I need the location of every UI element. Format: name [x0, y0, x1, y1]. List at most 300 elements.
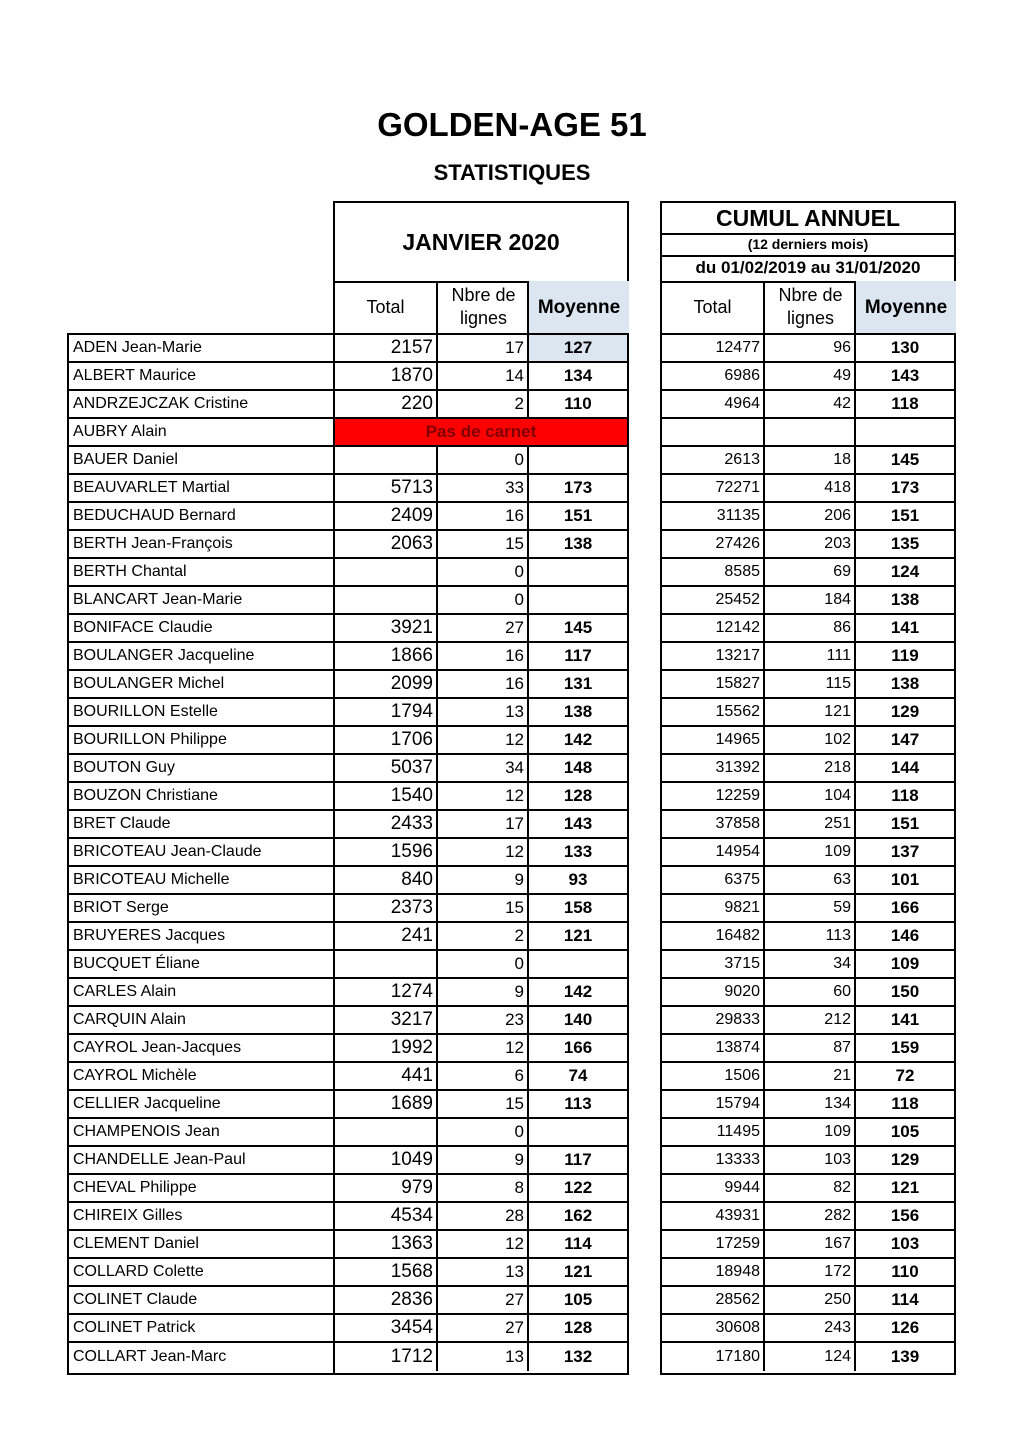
month-total-cell: 1596 [390, 841, 433, 862]
month-lines-cell: 33 [436, 475, 527, 501]
annual-lines-cell: 18 [763, 447, 854, 473]
month-total-cell: 2433 [390, 813, 433, 834]
month-average-cell: 113 [527, 1091, 627, 1117]
month-row [335, 559, 627, 587]
month-average-cell: 128 [527, 783, 627, 809]
month-average-cell [527, 587, 627, 613]
annual-total-cell: 2613 [724, 451, 760, 468]
annual-row [662, 1343, 954, 1371]
month-average-cell: 145 [527, 615, 627, 641]
annual-row [662, 1063, 954, 1091]
name-row [69, 979, 333, 1007]
annual-lines-cell: 109 [763, 1119, 854, 1145]
name-row [69, 1119, 333, 1147]
month-total-cell: 1363 [390, 1233, 433, 1254]
name-row [69, 391, 333, 419]
annual-period: du 01/02/2019 au 31/01/2020 [662, 255, 954, 283]
month-lines-cell: 34 [436, 755, 527, 781]
annual-average-cell: 146 [854, 923, 954, 949]
player-name: BERTH Chantal [73, 563, 187, 580]
annual-average-cell: 72 [854, 1063, 954, 1089]
annual-total-cell: 37858 [715, 815, 760, 832]
player-name: BLANCART Jean-Marie [73, 591, 243, 608]
annual-lines-cell: 115 [763, 671, 854, 697]
month-average-cell: 142 [527, 727, 627, 753]
annual-average-cell: 156 [854, 1203, 954, 1229]
annual-total-cell: 28562 [715, 1291, 760, 1308]
player-name: CAYROL Michèle [73, 1067, 197, 1084]
player-name: BRET Claude [73, 815, 171, 832]
annual-average-cell: 138 [854, 587, 954, 613]
player-name: CHEVAL Philippe [73, 1179, 197, 1196]
annual-average-cell: 130 [854, 335, 954, 361]
name-row [69, 1231, 333, 1259]
name-row [69, 1175, 333, 1203]
month-lines-cell: 13 [436, 1259, 527, 1285]
annual-average-header: Moyenne [854, 281, 956, 333]
month-total-cell: 220 [401, 393, 433, 414]
name-row [69, 559, 333, 587]
annual-average-cell: 105 [854, 1119, 954, 1145]
month-total-header: Total [366, 296, 405, 317]
month-average-cell: 117 [527, 643, 627, 669]
month-lines-cell: 15 [436, 1091, 527, 1117]
month-row [335, 951, 627, 979]
annual-lines-cell: 243 [763, 1315, 854, 1341]
player-name: COLLARD Colette [73, 1263, 204, 1280]
annual-row [662, 1035, 954, 1063]
annual-lines-cell: 167 [763, 1231, 854, 1257]
month-average-cell: 110 [527, 391, 627, 417]
month-total-cell: 1568 [390, 1261, 433, 1282]
annual-row [662, 531, 954, 559]
month-total-cell: 1274 [390, 981, 433, 1002]
annual-average-cell: 110 [854, 1259, 954, 1285]
month-row [335, 419, 627, 447]
annual-lines-cell: 49 [763, 363, 854, 389]
annual-subtitle: (12 derniers mois) [662, 233, 954, 257]
month-row [335, 699, 627, 727]
month-lines-cell: 2 [436, 923, 527, 949]
name-row [69, 1259, 333, 1287]
player-name: CARQUIN Alain [73, 1011, 186, 1028]
annual-row [662, 1231, 954, 1259]
annual-total-cell: 6375 [724, 871, 760, 888]
annual-average-cell: 118 [854, 391, 954, 417]
player-name: CLEMENT Daniel [73, 1235, 199, 1252]
annual-total-cell: 30608 [715, 1319, 760, 1336]
annual-lines-cell: 218 [763, 755, 854, 781]
annual-lines-cell: 282 [763, 1203, 854, 1229]
player-name: BRIOT Serge [73, 899, 169, 916]
month-row [335, 1175, 627, 1203]
month-average-header: Moyenne [527, 281, 629, 333]
month-lines-cell: 13 [436, 699, 527, 725]
month-header [333, 201, 629, 335]
annual-average-cell: 129 [854, 699, 954, 725]
annual-average-cell: 119 [854, 643, 954, 669]
month-average-cell: 173 [527, 475, 627, 501]
month-lines-cell: 0 [436, 951, 527, 977]
annual-title: CUMUL ANNUEL [662, 203, 954, 235]
annual-lines-cell: 96 [763, 335, 854, 361]
month-average-cell: 158 [527, 895, 627, 921]
month-row [335, 811, 627, 839]
month-lines-cell: 12 [436, 1231, 527, 1257]
name-row [69, 839, 333, 867]
month-lines-cell: 2 [436, 391, 527, 417]
name-row [69, 755, 333, 783]
player-name: BUCQUET Éliane [73, 955, 200, 972]
annual-lines-cell: 251 [763, 811, 854, 837]
player-name: CARLES Alain [73, 983, 177, 1000]
month-row [335, 1091, 627, 1119]
month-row [335, 867, 627, 895]
annual-row [662, 1091, 954, 1119]
month-row [335, 895, 627, 923]
month-total-cell [335, 1119, 436, 1145]
player-name: COLLART Jean-Marc [73, 1348, 227, 1365]
annual-row [662, 1259, 954, 1287]
annual-lines-cell: 59 [763, 895, 854, 921]
annual-row [662, 503, 954, 531]
month-row [335, 783, 627, 811]
annual-lines-cell: 134 [763, 1091, 854, 1117]
month-total-cell: 2409 [390, 505, 433, 526]
annual-average-cell: 173 [854, 475, 954, 501]
month-row [335, 671, 627, 699]
annual-row [662, 615, 954, 643]
player-name: BOULANGER Michel [73, 675, 225, 692]
annual-total-header: Total [693, 296, 732, 317]
month-total-cell: 1712 [390, 1346, 433, 1367]
name-row [69, 475, 333, 503]
annual-lines-cell: 102 [763, 727, 854, 753]
month-average-cell: 105 [527, 1287, 627, 1313]
month-row [335, 1231, 627, 1259]
player-name: AUBRY Alain [73, 423, 167, 440]
annual-row [662, 1007, 954, 1035]
names-column [67, 333, 335, 1375]
month-average-cell: 122 [527, 1175, 627, 1201]
annual-average-cell: 144 [854, 755, 954, 781]
name-row [69, 615, 333, 643]
month-row [335, 615, 627, 643]
annual-row [662, 1175, 954, 1203]
month-lines-cell: 0 [436, 559, 527, 585]
month-average-cell [527, 447, 627, 473]
month-average-cell: 114 [527, 1231, 627, 1257]
annual-total-cell: 11495 [716, 1123, 760, 1140]
annual-total-cell: 25452 [715, 591, 760, 608]
month-lines-cell: 27 [436, 1315, 527, 1341]
player-name: BOUZON Christiane [73, 787, 218, 804]
month-row [335, 1343, 627, 1371]
player-name: ANDRZEJCZAK Cristine [73, 395, 249, 412]
annual-row [662, 643, 954, 671]
annual-row [662, 587, 954, 615]
month-lines-cell: 13 [436, 1343, 527, 1371]
month-total-cell: 1870 [390, 365, 433, 386]
month-average-cell: 117 [527, 1147, 627, 1173]
annual-average-cell: 151 [854, 811, 954, 837]
player-name: COLINET Claude [73, 1291, 198, 1308]
month-lines-cell: 12 [436, 839, 527, 865]
player-name: BEAUVARLET Martial [73, 479, 230, 496]
name-row [69, 1007, 333, 1035]
annual-average-cell: 118 [854, 1091, 954, 1117]
month-row [335, 1203, 627, 1231]
month-lines-cell: 27 [436, 1287, 527, 1313]
month-average-cell: 151 [527, 503, 627, 529]
month-lines-cell: 0 [436, 587, 527, 613]
month-row [335, 447, 627, 475]
name-row [69, 783, 333, 811]
annual-lines-cell: 103 [763, 1147, 854, 1173]
month-row [335, 1007, 627, 1035]
annual-average-cell: 143 [854, 363, 954, 389]
month-lines-cell: 16 [436, 643, 527, 669]
month-lines-header-line1: Nbre de [451, 285, 516, 305]
month-total-cell: 441 [401, 1065, 433, 1086]
annual-average-cell: 101 [854, 867, 954, 893]
month-average-cell: 131 [527, 671, 627, 697]
month-total-cell: 979 [401, 1177, 433, 1198]
annual-table [660, 333, 956, 1375]
name-row [69, 1035, 333, 1063]
annual-row [662, 419, 954, 447]
name-row [69, 363, 333, 391]
month-lines-cell: 0 [436, 1119, 527, 1145]
month-total-cell: 1706 [390, 729, 433, 750]
annual-average-cell: 147 [854, 727, 954, 753]
annual-average-cell [854, 419, 954, 445]
annual-row [662, 727, 954, 755]
annual-lines-cell: 69 [763, 559, 854, 585]
annual-lines-header-line1: Nbre de [778, 285, 843, 305]
player-name: BRICOTEAU Jean-Claude [73, 843, 262, 860]
annual-total-cell: 18948 [715, 1263, 760, 1280]
annual-row [662, 1315, 954, 1343]
month-lines-cell: 15 [436, 531, 527, 557]
month-average-cell: 127 [527, 335, 627, 361]
month-row [335, 1287, 627, 1315]
name-row [69, 671, 333, 699]
annual-total-cell [662, 419, 763, 445]
annual-total-cell: 9020 [724, 983, 760, 1000]
month-lines-cell: 12 [436, 783, 527, 809]
month-row [335, 643, 627, 671]
annual-row [662, 671, 954, 699]
month-lines-cell: 9 [436, 867, 527, 893]
month-row [335, 1119, 627, 1147]
month-average-cell [527, 1119, 627, 1145]
name-row [69, 503, 333, 531]
month-total-cell: 4534 [390, 1205, 433, 1226]
month-row [335, 839, 627, 867]
month-row [335, 1147, 627, 1175]
month-lines-cell: 9 [436, 1147, 527, 1173]
month-total-cell [335, 951, 436, 977]
name-row [69, 531, 333, 559]
player-name: BEDUCHAUD Bernard [73, 507, 236, 524]
month-row [335, 391, 627, 419]
month-lines-cell: 28 [436, 1203, 527, 1229]
player-name: CHANDELLE Jean-Paul [73, 1151, 246, 1168]
month-row [335, 1035, 627, 1063]
annual-total-cell: 17259 [715, 1235, 760, 1252]
annual-average-cell: 126 [854, 1315, 954, 1341]
player-name: BOUTON Guy [73, 759, 175, 776]
player-name: BRUYERES Jacques [73, 927, 226, 944]
annual-total-cell: 17180 [715, 1348, 760, 1365]
page-subtitle: STATISTIQUES [433, 160, 591, 185]
annual-total-cell: 13874 [715, 1039, 760, 1056]
month-average-cell: 133 [527, 839, 627, 865]
month-average-cell: 134 [527, 363, 627, 389]
annual-row [662, 783, 954, 811]
month-total-cell: 1866 [390, 645, 433, 666]
annual-lines-cell: 203 [763, 531, 854, 557]
annual-average-cell: 118 [854, 783, 954, 809]
month-lines-header-line2: lignes [459, 308, 507, 328]
annual-average-cell: 124 [854, 559, 954, 585]
month-lines-cell: 9 [436, 979, 527, 1005]
annual-average-cell: 141 [854, 615, 954, 641]
month-total-cell [335, 559, 436, 585]
month-lines-cell: 0 [436, 447, 527, 473]
month-lines-cell: 12 [436, 1035, 527, 1061]
month-lines-header [436, 281, 529, 333]
annual-total-cell: 15794 [715, 1095, 760, 1112]
annual-row [662, 839, 954, 867]
annual-lines-cell: 206 [763, 503, 854, 529]
annual-row [662, 363, 954, 391]
annual-average-cell: 135 [854, 531, 954, 557]
month-average-cell: 93 [527, 867, 627, 893]
month-total-cell [335, 447, 436, 473]
month-average-cell: 148 [527, 755, 627, 781]
name-row [69, 923, 333, 951]
month-row [335, 335, 627, 363]
month-lines-cell: 15 [436, 895, 527, 921]
player-name: ALBERT Maurice [73, 367, 197, 384]
annual-lines-cell: 113 [763, 923, 854, 949]
annual-total-cell: 4964 [724, 395, 760, 412]
month-lines-cell: 23 [436, 1007, 527, 1033]
month-row [335, 587, 627, 615]
annual-total-cell: 15562 [715, 703, 760, 720]
player-name: CELLIER Jacqueline [73, 1095, 221, 1112]
month-title: JANVIER 2020 [335, 203, 627, 283]
month-total-cell: 1689 [390, 1093, 433, 1114]
annual-total-cell: 72271 [715, 479, 760, 496]
month-row [335, 503, 627, 531]
annual-total-cell: 43931 [715, 1207, 760, 1224]
annual-average-cell: 129 [854, 1147, 954, 1173]
annual-lines-cell: 121 [763, 699, 854, 725]
month-table [333, 333, 629, 1375]
page-title: GOLDEN-AGE 51 [377, 106, 647, 143]
annual-average-cell: 145 [854, 447, 954, 473]
annual-row [662, 867, 954, 895]
no-carnet-badge: Pas de carnet [335, 419, 627, 445]
annual-row [662, 895, 954, 923]
annual-total-cell: 6986 [724, 367, 760, 384]
annual-total-cell: 9821 [724, 899, 760, 916]
month-row [335, 531, 627, 559]
annual-average-cell: 137 [854, 839, 954, 865]
annual-total-cell: 14965 [715, 731, 760, 748]
annual-average-cell: 103 [854, 1231, 954, 1257]
month-average-cell: 128 [527, 1315, 627, 1341]
month-average-cell: 121 [527, 923, 627, 949]
player-name: ADEN Jean-Marie [73, 339, 202, 356]
annual-lines-cell: 184 [763, 587, 854, 613]
name-row [69, 1287, 333, 1315]
month-average-cell: 166 [527, 1035, 627, 1061]
annual-lines-cell: 60 [763, 979, 854, 1005]
month-lines-cell: 16 [436, 503, 527, 529]
month-row [335, 1259, 627, 1287]
name-row [69, 1203, 333, 1231]
name-row [69, 867, 333, 895]
month-average-cell: 74 [527, 1063, 627, 1089]
name-row [69, 1343, 333, 1371]
month-lines-cell: 16 [436, 671, 527, 697]
month-total-cell: 2157 [390, 337, 433, 358]
annual-average-cell: 121 [854, 1175, 954, 1201]
annual-row [662, 1119, 954, 1147]
name-row [69, 587, 333, 615]
month-row [335, 475, 627, 503]
name-row [69, 1063, 333, 1091]
annual-average-cell: 114 [854, 1287, 954, 1313]
month-average-cell: 132 [527, 1343, 627, 1371]
annual-average-cell: 141 [854, 1007, 954, 1033]
player-name: COLINET Patrick [73, 1319, 196, 1336]
month-row [335, 755, 627, 783]
month-row [335, 923, 627, 951]
annual-row [662, 559, 954, 587]
annual-average-cell: 151 [854, 503, 954, 529]
annual-lines-cell: 42 [763, 391, 854, 417]
month-total-cell: 2099 [390, 673, 433, 694]
annual-lines-cell: 172 [763, 1259, 854, 1285]
month-total-cell: 5713 [390, 477, 433, 498]
annual-row [662, 1203, 954, 1231]
player-name: BAUER Daniel [73, 451, 178, 468]
name-row [69, 1147, 333, 1175]
player-name: BONIFACE Claudie [73, 619, 213, 636]
month-average-cell: 138 [527, 531, 627, 557]
month-average-cell [527, 951, 627, 977]
annual-lines-cell: 124 [763, 1343, 854, 1371]
annual-lines-cell: 87 [763, 1035, 854, 1061]
annual-lines-cell: 63 [763, 867, 854, 893]
annual-total-cell: 29833 [715, 1011, 760, 1028]
annual-average-cell: 139 [854, 1343, 954, 1371]
month-total-cell: 2373 [390, 897, 433, 918]
annual-total-cell: 12477 [715, 339, 760, 356]
name-row [69, 447, 333, 475]
annual-header [660, 201, 956, 335]
month-average-cell: 138 [527, 699, 627, 725]
month-row [335, 1063, 627, 1091]
annual-total-cell: 16482 [715, 927, 760, 944]
month-total-cell: 241 [401, 925, 433, 946]
name-row [69, 1091, 333, 1119]
